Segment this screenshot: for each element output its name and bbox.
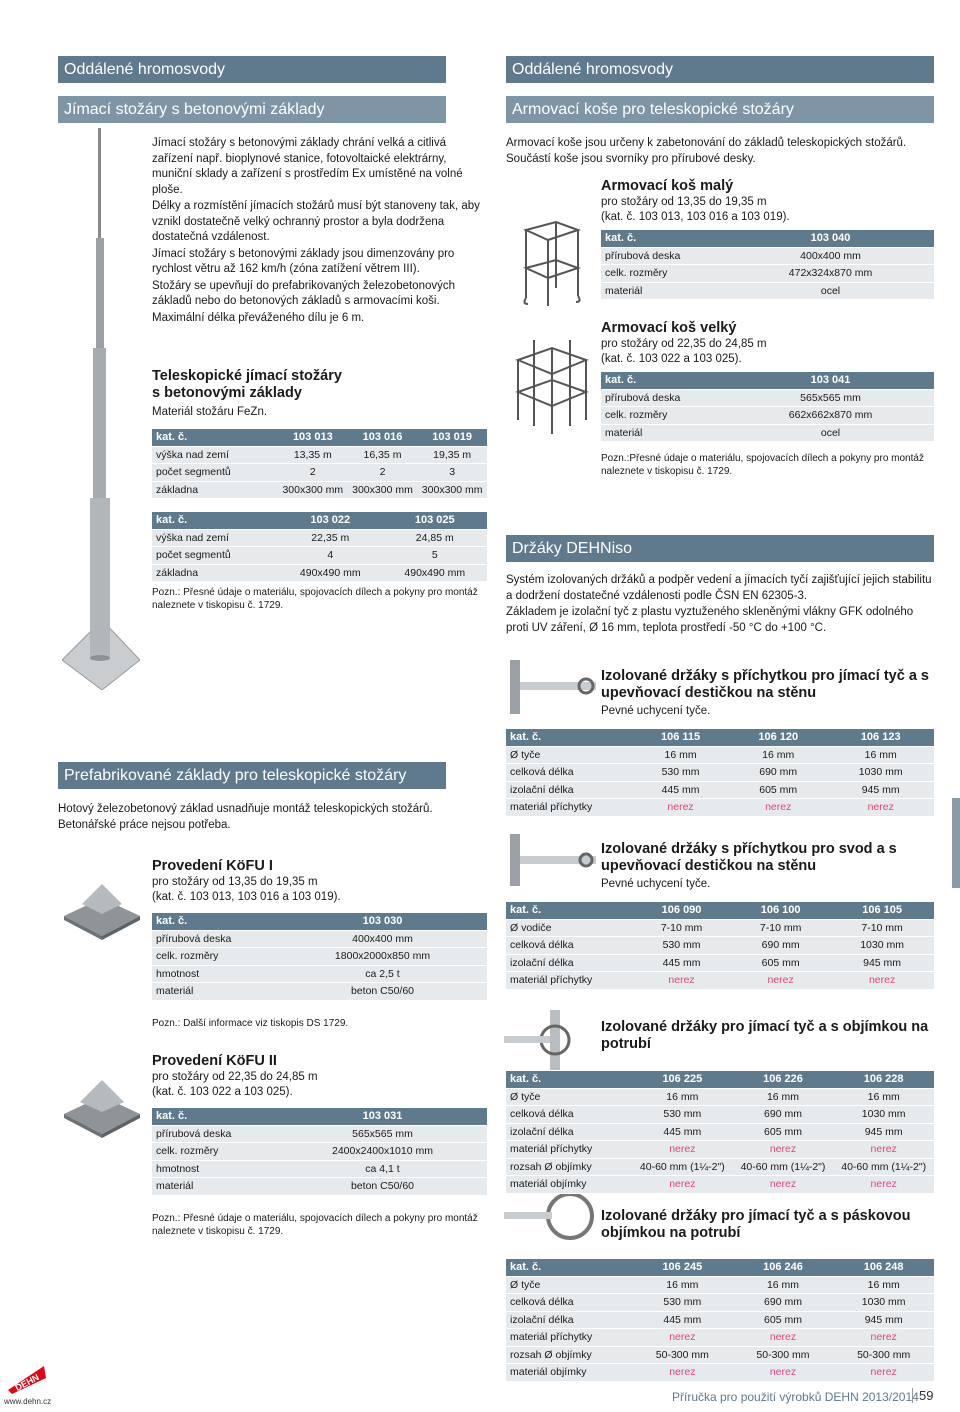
table-header-label: kat. č. [506, 1071, 632, 1088]
table-cell: ca 2,5 t [278, 965, 487, 983]
section-bar-oddalene-right: Oddálené hromosvody [506, 56, 934, 83]
table-row [506, 1346, 934, 1364]
table-cell: 4 [278, 547, 383, 565]
table-cell: 1800x2000x850 mm [278, 948, 487, 966]
table-cell: 16 mm [632, 746, 729, 764]
table-row-label: přírubová deska [601, 389, 727, 407]
table-cell: nerez [632, 799, 729, 817]
table-row [601, 265, 934, 283]
table-row-label: počet segmentů [152, 464, 278, 482]
section-bar-prefab: Prefabrikované základy pro teleskopické stožáry [58, 762, 446, 789]
table-cell: 1030 mm [833, 1294, 934, 1312]
table-row-label: celková délka [506, 1106, 632, 1124]
kofu1-block [152, 858, 487, 1030]
table-cell: 445 mm [632, 1311, 733, 1329]
table-cell: 445 mm [632, 781, 729, 799]
table-cell: 945 mm [833, 1123, 934, 1141]
table-cell: 945 mm [833, 1311, 934, 1329]
table-cell: nerez [733, 1176, 834, 1194]
table-header-cell: 103 030 [278, 913, 487, 930]
table-row [601, 389, 934, 407]
dehniso-intro [506, 573, 936, 637]
table-row [152, 464, 487, 482]
table-header-label: kat. č. [152, 1108, 278, 1125]
table-row [506, 919, 934, 937]
h3-title: Izolované držáky pro jímací tyč a s objímkou na potrubí [601, 1019, 929, 1052]
dehn-logo [4, 1348, 52, 1406]
table-row-label: materiál [152, 1178, 278, 1196]
table-row [152, 930, 487, 948]
table-row [506, 764, 934, 782]
table-cell: beton C50/60 [278, 1178, 487, 1196]
table-row-label: izolační délka [506, 954, 632, 972]
footer-text: Příručka pro použití výrobků DEHN 2013/2014 [672, 1390, 919, 1404]
table-cell: 605 mm [733, 1123, 834, 1141]
footer-url: www.dehn.cz [4, 1397, 52, 1406]
tele-subtitle: Materiál stožáru FeZn. [152, 406, 268, 418]
table-cell: 605 mm [733, 1311, 834, 1329]
small-cage-block [601, 178, 934, 300]
h1-subtitle: Pevné uchycení tyče. [601, 705, 711, 717]
table-header-cell: 106 245 [632, 1259, 733, 1276]
table-header-cell: 106 248 [833, 1259, 934, 1276]
table-header-cell: 103 019 [417, 429, 487, 446]
table-header-cell: 106 246 [733, 1259, 834, 1276]
table-row-label: Ø tyče [506, 1276, 632, 1294]
mast-description [152, 136, 487, 327]
table-row [506, 1311, 934, 1329]
table-row-label: rozsah Ø objímky [506, 1158, 632, 1176]
table-cell: 2400x2400x1010 mm [278, 1143, 487, 1161]
table-row [152, 1160, 487, 1178]
table-cell: 690 mm [731, 937, 830, 955]
table-cell: 530 mm [632, 937, 731, 955]
table-cell: 5 [383, 547, 488, 565]
table-row-label: materiál [152, 983, 278, 1001]
table-row-label: celková délka [506, 937, 632, 955]
large-cage-sub2: (kat. č. 103 022 a 103 025). [601, 353, 742, 365]
kofu1-note: Pozn.: Další informace viz tiskopis DS 1729. [152, 1017, 349, 1029]
table-cell: ca 4,1 t [278, 1160, 487, 1178]
table-cell: ocel [727, 282, 934, 300]
large-cage-image [510, 330, 594, 440]
table-cell: 530 mm [632, 1294, 733, 1312]
table-cell: 2 [278, 464, 348, 482]
table-cell: nerez [632, 1176, 733, 1194]
table-cell: 490x490 mm [383, 564, 488, 582]
table-cell: nerez [833, 1329, 934, 1347]
table-row [152, 948, 487, 966]
mast-para-2: Délky a rozmístění jímacích stožárů musí být stanoveny tak, aby vznikl dostatečně velký ochranný prostor a byla dodržena dostatečná vzdálenost. [152, 200, 480, 243]
h1-heading [601, 668, 934, 719]
mast-para-3: Jímací stožáry s betonovými základy jsou dimenzovány pro rychlost větru až 162 km/h (zóna zatížení větrem III). [152, 247, 455, 275]
table-row [152, 564, 487, 582]
small-cage-image [516, 218, 586, 310]
table-header-label: kat. č. [152, 429, 278, 446]
table-row-label: materiál [601, 282, 727, 300]
table-cell: nerez [833, 1141, 934, 1159]
table-row-label: Ø tyče [506, 1088, 632, 1106]
table-row [601, 282, 934, 300]
table-header-cell: 103 040 [727, 230, 934, 247]
table-row [506, 1106, 934, 1124]
table-header-cell: 103 013 [278, 429, 348, 446]
table-row-label: počet segmentů [152, 547, 278, 565]
table-cell: 16 mm [833, 1276, 934, 1294]
table-row [506, 781, 934, 799]
svg-text:DEHN: DEHN [13, 1372, 41, 1393]
tele-note: Pozn.: Přesné údaje o materiálu, spojovacích dílech a pokyny pro montáž naleznete v tiskopisu č. 1729. [152, 587, 478, 611]
table-cell: 445 mm [632, 954, 731, 972]
table-cell: 16 mm [729, 746, 827, 764]
table-row [601, 424, 934, 442]
table-row-label: celk. rozměry [152, 1143, 278, 1161]
h3-table [506, 1071, 934, 1194]
section-bar-armovaci-kose: Armovací koše pro teleskopické stožáry [506, 96, 934, 123]
table-row [601, 407, 934, 425]
table-cell: 3 [417, 464, 487, 482]
table-cell: nerez [632, 1141, 733, 1159]
table-cell: 13,35 m [278, 446, 348, 464]
table-row-label: výška nad zemí [152, 529, 278, 547]
table-row [506, 1088, 934, 1106]
table-row-label: přírubová deska [152, 930, 278, 948]
table-row [506, 1158, 934, 1176]
table-cell: 945 mm [830, 954, 934, 972]
holder-rod-wall-image [500, 652, 596, 722]
dehniso-para-2: Základem je izolační tyč z plastu vyztuženého skleněnými vlákny GFK odolného proti UV záření, Ø 16 mm, teplota prostředí -50 °C do +100 °C. [506, 606, 914, 634]
table-header-cell: 103 041 [727, 372, 934, 389]
mast-para-4: Stožáry se upevňují do prefabrikovaných železobetonových základů nebo do betonových základů s armovacími koši. [152, 279, 456, 307]
table-row-label: celk. rozměry [152, 948, 278, 966]
table-row-label: izolační délka [506, 781, 632, 799]
table-row-label: izolační délka [506, 1123, 632, 1141]
table-cell: nerez [729, 799, 827, 817]
table-row-label: materiál příchytky [506, 1141, 632, 1159]
side-tab [952, 798, 960, 888]
section-bar-dehniso: Držáky DEHNiso [506, 535, 934, 562]
table-cell: 690 mm [729, 764, 827, 782]
table-cell: nerez [632, 1364, 733, 1382]
table-row-label: základna [152, 481, 278, 499]
table-header-label: kat. č. [152, 913, 278, 930]
table-cell: nerez [833, 1176, 934, 1194]
table-cell: 565x565 mm [278, 1125, 487, 1143]
kofu2-sub1: pro stožáry od 22,35 do 24,85 m [152, 1071, 318, 1083]
table-header-cell: 106 123 [827, 729, 934, 746]
table-cell: nerez [733, 1141, 834, 1159]
holder-conductor-wall-image [500, 828, 596, 894]
table-row-label: materiál příchytky [506, 799, 632, 817]
mast-para-1: Jímací stožáry s betonovými základy chrání velká a citlivá zařízení např. bioplynové stanice, fotovoltaické elektrárny, muniční sklady a zařízení s prostředím Ex umístěné na volné ploše. [152, 137, 463, 196]
table-cell: 400x400 mm [727, 247, 934, 265]
table-row-label: celková délka [506, 764, 632, 782]
table-row-label: celková délka [506, 1294, 632, 1312]
h2-table [506, 902, 934, 990]
kofu2-foundation-image [64, 1076, 140, 1140]
table-header-label: kat. č. [601, 372, 727, 389]
table-row-label: izolační délka [506, 1311, 632, 1329]
h4-title: Izolované držáky pro jímací tyč a s páskovou objímkou na potrubí [601, 1208, 911, 1241]
table-cell: 50-300 mm [733, 1346, 834, 1364]
table-row-label: rozsah Ø objímky [506, 1346, 632, 1364]
table-header-cell: 103 022 [278, 512, 383, 529]
table-cell: 7-10 mm [632, 919, 731, 937]
small-cage-title: Armovací koš malý [601, 178, 734, 194]
table-header-cell: 106 120 [729, 729, 827, 746]
table-cell: 16 mm [827, 746, 934, 764]
prefab-intro: Hotový železobetonový základ usnadňuje montáž teleskopických stožárů. Betonářské práce nejsou potřeba. [58, 803, 433, 831]
h1-title: Izolované držáky s příchytkou pro jímací tyč a s upevňovací destičkou na stěnu [601, 668, 929, 701]
table-row-label: přírubová deska [601, 247, 727, 265]
table-row-label: materiál příchytky [506, 1329, 632, 1347]
table-row-label: Ø tyče [506, 746, 632, 764]
table-cell: 300x300 mm [278, 481, 348, 499]
table-row-label: přírubová deska [152, 1125, 278, 1143]
table-row [506, 1364, 934, 1382]
tele-table-2 [152, 512, 487, 582]
holder-band-clamp-image [500, 1184, 596, 1250]
tele-heading [152, 368, 352, 420]
table-cell: 40-60 mm (1¼-2") [733, 1158, 834, 1176]
table-cell: 50-300 mm [632, 1346, 733, 1364]
table-row [152, 547, 487, 565]
table-cell: 565x565 mm [727, 389, 934, 407]
page-number: 59 [912, 1388, 933, 1403]
table-cell: 490x490 mm [278, 564, 383, 582]
table-cell: 16 mm [733, 1276, 834, 1294]
table-cell: 1030 mm [830, 937, 934, 955]
table-header-cell: 103 025 [383, 512, 488, 529]
table-row-label: Ø vodiče [506, 919, 632, 937]
table-cell: 40-60 mm (1¼-2") [632, 1158, 733, 1176]
small-cage-sub1: pro stožáry od 13,35 do 19,35 m [601, 196, 767, 208]
table-row [506, 1123, 934, 1141]
table-row [506, 1176, 934, 1194]
table-cell: 1030 mm [833, 1106, 934, 1124]
kose-intro: Armovací koše jsou určeny k zabetonování do základů teleskopických stožárů. Součástí koše jsou svorníky pro přírubové desky. [506, 137, 907, 165]
table-row [506, 1276, 934, 1294]
table-header-label: kat. č. [506, 729, 632, 746]
section-bar-jimaci-stozary: Jímací stožáry s betonovými základy [58, 96, 446, 123]
table-row [152, 481, 487, 499]
table-row-label: hmotnost [152, 1160, 278, 1178]
table-cell: 662x662x870 mm [727, 407, 934, 425]
table-row-label: materiál objímky [506, 1364, 632, 1382]
table-row [506, 937, 934, 955]
table-cell: 690 mm [733, 1106, 834, 1124]
table-cell: nerez [830, 972, 934, 990]
large-cage-title: Armovací koš velký [601, 320, 737, 336]
table-row-label: hmotnost [152, 965, 278, 983]
table-row [506, 746, 934, 764]
table-cell: 7-10 mm [830, 919, 934, 937]
table-row [152, 529, 487, 547]
table-row-label: výška nad zemí [152, 446, 278, 464]
kofu2-block [152, 1053, 487, 1238]
table-cell: 690 mm [733, 1294, 834, 1312]
table-cell: 605 mm [731, 954, 830, 972]
table-cell: 945 mm [827, 781, 934, 799]
table-cell: 19,35 m [417, 446, 487, 464]
telescopic-mast-image [62, 120, 140, 690]
table-row [152, 1143, 487, 1161]
h2-heading [601, 841, 934, 892]
kofu2-sub2: (kat. č. 103 022 a 103 025). [152, 1086, 293, 1098]
table-cell: 16 mm [632, 1276, 733, 1294]
tele-table-1 [152, 429, 487, 499]
kose-note: Pozn.:Přesné údaje o materiálu, spojovacích dílech a pokyny pro montáž naleznete v tiskopisu č. 1729. [601, 453, 924, 477]
table-cell: 530 mm [632, 1106, 733, 1124]
table-cell: nerez [733, 1329, 834, 1347]
table-cell: 1030 mm [827, 764, 934, 782]
table-header-cell: 106 100 [731, 902, 830, 919]
large-cage-sub1: pro stožáry od 22,35 do 24,85 m [601, 338, 767, 350]
table-cell: nerez [833, 1364, 934, 1382]
kofu1-sub1: pro stožáry od 13,35 do 19,35 m [152, 876, 318, 888]
table-row-label: celk. rozměry [601, 265, 727, 283]
table-row-label: materiál [601, 424, 727, 442]
table-cell: beton C50/60 [278, 983, 487, 1001]
table-header-label: kat. č. [506, 902, 632, 919]
table-header-cell: 103 016 [348, 429, 418, 446]
table-header-label: kat. č. [506, 1259, 632, 1276]
table-row-label: materiál objímky [506, 1176, 632, 1194]
kofu1-title: Provedení KöFU I [152, 858, 273, 874]
h1-table [506, 729, 934, 817]
large-cage-block [601, 320, 934, 478]
table-row-label: materiál příchytky [506, 972, 632, 990]
table-header-cell: 106 090 [632, 902, 731, 919]
table-cell: 16 mm [632, 1088, 733, 1106]
table-cell: 300x300 mm [417, 481, 487, 499]
h2-subtitle: Pevné uchycení tyče. [601, 878, 711, 890]
table-row [152, 446, 487, 464]
table-cell: 24,85 m [383, 529, 488, 547]
table-row [152, 1125, 487, 1143]
table-cell: 472x324x870 mm [727, 265, 934, 283]
h4-table [506, 1259, 934, 1382]
table-header-cell: 106 225 [632, 1071, 733, 1088]
table-header-cell: 106 105 [830, 902, 934, 919]
table-cell: 22,35 m [278, 529, 383, 547]
table-row [152, 965, 487, 983]
table-cell: 40-60 mm (1¼-2") [833, 1158, 934, 1176]
table-cell: 16 mm [733, 1088, 834, 1106]
table-cell: nerez [731, 972, 830, 990]
table-cell: nerez [827, 799, 934, 817]
h4-heading [601, 1208, 934, 1242]
table-row-label: základna [152, 564, 278, 582]
table-header-label: kat. č. [601, 230, 727, 247]
table-header-cell: 103 031 [278, 1108, 487, 1125]
table-row [506, 954, 934, 972]
table-header-cell: 106 115 [632, 729, 729, 746]
h2-title: Izolované držáky s příchytkou pro svod a s upevňovací destičkou na stěnu [601, 841, 897, 874]
table-cell: 530 mm [632, 764, 729, 782]
table-cell: ocel [727, 424, 934, 442]
table-row [506, 799, 934, 817]
kofu2-title: Provedení KöFU II [152, 1053, 277, 1069]
table-header-label: kat. č. [152, 512, 278, 529]
table-row [506, 972, 934, 990]
kofu1-foundation-image [64, 880, 140, 940]
small-cage-sub2: (kat. č. 103 013, 103 016 a 103 019). [601, 211, 790, 223]
dehniso-para-1: Systém izolovaných držáků a podpěr vedení a jímacích tyčí zajišťující jejich stabilitu a dodržení dostatečné vzdálenosti podle ČSN EN 62305-3. [506, 574, 932, 602]
table-cell: 16 mm [833, 1088, 934, 1106]
mast-para-5: Maximální délka převáženého dílu je 6 m. [152, 311, 365, 324]
table-cell: 300x300 mm [348, 481, 418, 499]
tele-title: Teleskopické jímací stožáry s betonovými základy [152, 368, 342, 401]
table-row [152, 983, 487, 1001]
table-header-cell: 106 226 [733, 1071, 834, 1088]
table-row [506, 1329, 934, 1347]
table-row [601, 247, 934, 265]
table-cell: 16,35 m [348, 446, 418, 464]
kofu1-sub2: (kat. č. 103 013, 103 016 a 103 019). [152, 891, 341, 903]
kofu2-note: Pozn.: Přesné údaje o materiálu, spojovacích dílech a pokyny pro montáž naleznete v tiskopisu č. 1729. [152, 1212, 478, 1237]
holder-pipe-clamp-image [500, 1006, 596, 1072]
table-header-cell: 106 228 [833, 1071, 934, 1088]
table-cell: 400x400 mm [278, 930, 487, 948]
table-cell: 50-300 mm [833, 1346, 934, 1364]
section-bar-oddalene-left: Oddálené hromosvody [58, 56, 446, 83]
table-cell: nerez [632, 972, 731, 990]
dehn-logo-icon [4, 1348, 50, 1394]
table-row [506, 1141, 934, 1159]
table-cell: 7-10 mm [731, 919, 830, 937]
table-cell: 2 [348, 464, 418, 482]
table-cell: 445 mm [632, 1123, 733, 1141]
table-cell: nerez [733, 1364, 834, 1382]
h3-heading [601, 1019, 934, 1053]
table-cell: nerez [632, 1329, 733, 1347]
table-cell: 605 mm [729, 781, 827, 799]
table-row [506, 1294, 934, 1312]
table-row-label: celk. rozměry [601, 407, 727, 425]
table-row [152, 1178, 487, 1196]
